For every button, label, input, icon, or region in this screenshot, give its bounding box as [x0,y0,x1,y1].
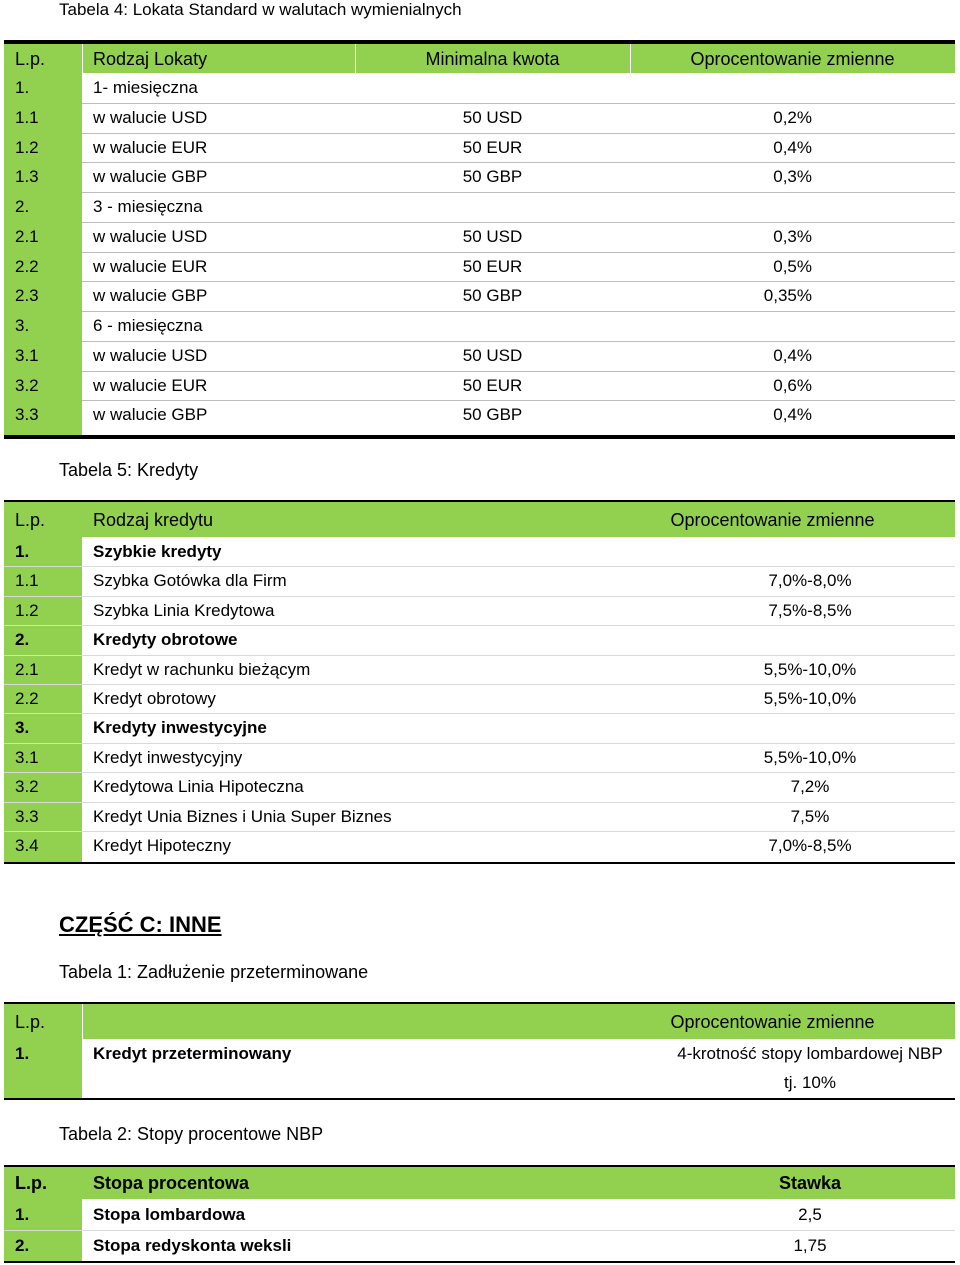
table4-row-rate: 0,4% [773,405,812,424]
table4-row-lp: 1.1 [15,108,39,127]
tableC2-header-rate: Stawka [778,1173,842,1193]
table5-row-lp: 3.4 [15,836,39,855]
table5-row-rate: 7,2% [790,777,830,796]
table4-row-name: 1- miesięczna [93,78,198,97]
table5-row-name: Szybka Linia Kredytowa [93,601,275,620]
tableC2-header-lp: L.p. [15,1173,47,1193]
table4-row-min: 50 EUR [462,376,523,395]
table5-row-lp: 2. [15,630,30,649]
table4-row-divider [82,252,955,253]
table4-row-lp: 3.2 [15,376,39,395]
table4-row-name: w walucie USD [93,108,208,127]
table5-row-name: Kredyty obrotowe [93,630,238,649]
table4-row-divider [82,162,955,163]
table5-row-name: Kredyt Hipoteczny [93,836,231,855]
table4-caption: Tabela 4: Lokata Standard w walutach wymienialnych [59,0,462,19]
table4-row-rate: 0,3% [773,167,812,186]
table4-row-rate: 0,2% [773,108,812,127]
table4-row-divider [82,192,955,193]
tableC1-caption: Tabela 1: Zadłużenie przeterminowane [59,962,369,982]
table4-row-rate: 0,4% [773,138,812,157]
table4-bottom-rule [4,435,955,439]
table4-row-name: w walucie GBP [93,167,208,186]
table5-header-rate: Oprocentowanie zmienne [670,510,875,530]
table4-row-name: w walucie EUR [93,138,208,157]
table4-header-min: Minimalna kwota [425,49,560,69]
table4-row-lp: 2.2 [15,257,39,276]
table4-row-divider [82,103,955,104]
table4-row-lp: 3. [15,316,30,335]
table5-row-rate: 7,0%-8,5% [768,836,852,855]
table4-row-rate: 0,4% [773,346,812,365]
table4-row-lp: 3.3 [15,405,39,424]
table5-row-divider [4,831,955,832]
table4-row-rate: 0,35% [763,286,812,305]
table4-row-name: w walucie EUR [93,376,208,395]
table5-row-divider [4,713,955,714]
table5-row-divider [4,625,955,626]
table5-row-name: Kredyt inwestycyjny [93,748,243,767]
table5-row-rate: 5,5%-10,0% [763,689,857,708]
table5-header-type: Rodzaj kredytu [93,510,214,530]
table4-row-rate: 0,6% [773,376,812,395]
table4-row-lp: 1. [15,78,30,97]
table5-row-name: Kredyty inwestycyjne [93,718,267,737]
table4-row-divider [82,341,955,342]
table4-row-divider [82,281,955,282]
tableC1-row-rate-line2: tj. 10% [784,1073,836,1092]
tableC2-row-lp: 1. [15,1205,30,1224]
table4-row-min: 50 EUR [462,138,523,157]
tableC2-row-rate: 1,75 [793,1236,827,1255]
tableC1-row-rate-line1: 4-krotność stopy lombardowej NBP [677,1044,943,1063]
table5-row-lp: 3.3 [15,807,39,826]
tableC2-row-lp: 2. [15,1236,30,1255]
table5-row-rate: 7,5% [790,807,830,826]
table4-row-name: w walucie USD [93,227,208,246]
table4-row-lp: 3.1 [15,346,39,365]
table4-row-min: 50 USD [462,227,523,246]
tableC1-header-rate: Oprocentowanie zmienne [670,1012,875,1032]
table5-row-divider [4,655,955,656]
table4-row-min: 50 GBP [462,167,523,186]
table5-row-rate: 5,5%-10,0% [763,660,857,679]
table5-row-divider [4,743,955,744]
table5-row-rate: 7,0%-8,0% [768,571,852,590]
table4-row-name: w walucie USD [93,346,208,365]
table5-header-lp: L.p. [15,510,46,530]
tableC2-row-name: Stopa redyskonta weksli [93,1236,292,1255]
table4-row-name: w walucie GBP [93,405,208,424]
table5-row-name: Kredyt w rachunku bieżącym [93,660,311,679]
table4-row-min: 50 USD [462,346,523,365]
table4-row-name: w walucie EUR [93,257,208,276]
table4-row-min: 50 GBP [462,405,523,424]
table4-row-lp: 2.1 [15,227,39,246]
tableC1-row-lp: 1. [15,1044,30,1063]
table5-row-divider [4,684,955,685]
table5-row-divider [4,802,955,803]
tableC2-caption: Tabela 2: Stopy procentowe NBP [59,1124,324,1144]
table5-row-name: Kredytowa Linia Hipoteczna [93,777,304,796]
table5-row-lp: 1.2 [15,601,39,620]
table4-row-lp: 1.2 [15,138,39,157]
table5-row-rate: 7,5%-8,5% [768,601,852,620]
table5-caption: Tabela 5: Kredyty [59,460,199,480]
table4-row-divider [82,222,955,223]
tableC1-header-lp: L.p. [15,1012,46,1032]
table5-row-divider [4,566,955,567]
table5-row-lp: 3.1 [15,748,39,767]
table4-row-name: w walucie GBP [93,286,208,305]
table5-row-lp: 3.2 [15,777,39,796]
table5-row-divider [4,596,955,597]
table5-row-name: Kredyt Unia Biznes i Unia Super Biznes [93,807,392,826]
table5-row-lp: 1.1 [15,571,39,590]
table5-row-name: Szybkie kredyty [93,542,222,561]
table5-row-divider [4,772,955,773]
tableC2-header-type: Stopa procentowa [93,1173,250,1193]
table5-row-lp: 3. [15,718,30,737]
table4-row-divider [82,133,955,134]
table5-row-lp: 2.2 [15,689,39,708]
table4-row-divider [82,400,955,401]
table4-row-lp: 1.3 [15,167,39,186]
table5-row-rate: 5,5%-10,0% [763,748,857,767]
table5-row-lp: 1. [15,542,30,561]
tableC2-row-divider [4,1230,955,1231]
table4-row-divider [82,371,955,372]
table4-row-rate: 0,3% [773,227,812,246]
table5-row-name: Szybka Gotówka dla Firm [93,571,287,590]
table4-row-rate: 0,5% [773,257,812,276]
part-c-title: CZĘŚĆ C: INNE [59,912,222,937]
tableC2-row-rate: 2,5 [798,1205,822,1224]
table4-row-min: 50 GBP [462,286,523,305]
table5-row-lp: 2.1 [15,660,39,679]
table4-header-type: Rodzaj Lokaty [93,49,208,69]
table5-row-name: Kredyt obrotowy [93,689,216,708]
table4-row-divider [82,311,955,312]
table4-row-lp: 2.3 [15,286,39,305]
table4-header-rate: Oprocentowanie zmienne [690,49,895,69]
tableC1-row-name: Kredyt przeterminowany [93,1044,292,1063]
table4-row-lp: 2. [15,197,30,216]
table4-row-name: 6 - miesięczna [93,316,203,335]
table4-row-min: 50 USD [462,108,523,127]
tableC2-row-name: Stopa lombardowa [93,1205,246,1224]
table4-header-lp: L.p. [15,49,46,69]
table4-row-min: 50 EUR [462,257,523,276]
table4-row-name: 3 - miesięczna [93,197,203,216]
